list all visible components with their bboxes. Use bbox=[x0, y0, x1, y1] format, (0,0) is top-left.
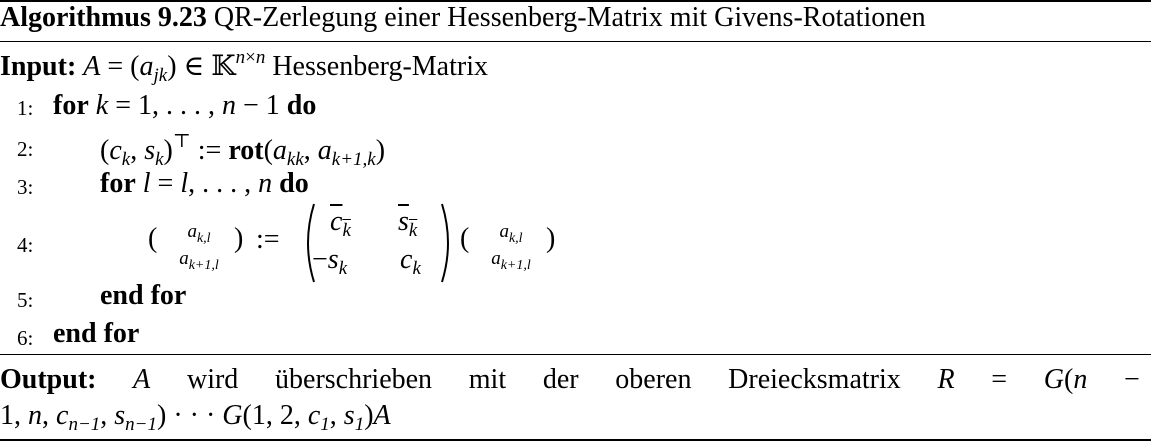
output-word: oberen bbox=[615, 364, 692, 395]
do-keyword: do bbox=[279, 168, 309, 199]
line-number-1: 1: bbox=[17, 96, 34, 120]
step-3 bbox=[100, 168, 309, 200]
input-line bbox=[0, 47, 488, 87]
output-rule bbox=[0, 354, 1151, 355]
input-label: Input: bbox=[0, 51, 77, 82]
step-4-formula bbox=[148, 200, 568, 286]
step-1 bbox=[53, 90, 316, 122]
line-number-4: 4: bbox=[17, 233, 34, 257]
output-g-start: G(n bbox=[1043, 364, 1088, 395]
loop-range-3: l = l, . . . , n bbox=[142, 168, 273, 199]
for-keyword: for bbox=[100, 168, 136, 199]
step-5: end for bbox=[100, 280, 187, 311]
output-word: der bbox=[542, 364, 579, 395]
output-line-2 bbox=[0, 400, 391, 436]
output-label: Output: bbox=[0, 364, 97, 395]
input-text: Hessenberg-Matrix bbox=[272, 51, 488, 82]
cs-vector: ($c_k$, $s_k)^⊤$ := bbox=[100, 131, 222, 170]
lhs-vector: ( $a_{k,l}$ $a_{k+1,l}$ ) bbox=[148, 221, 244, 273]
output-matrix-r: R bbox=[937, 364, 955, 395]
algorithm-label: Algorithmus 9.23 bbox=[0, 2, 207, 33]
line-number-5: 5: bbox=[17, 288, 34, 312]
output-line-1 bbox=[0, 364, 1140, 396]
output-word: wird bbox=[186, 364, 239, 395]
output-equals: = bbox=[991, 364, 1008, 395]
step-2 bbox=[100, 130, 385, 171]
loop-range-1: k = 1, . . . , n − 1 bbox=[95, 90, 280, 121]
rhs-vector: ( $a_{k,l}$ $a_{k+1,l}$ ) bbox=[460, 221, 556, 273]
do-keyword: do bbox=[286, 90, 317, 121]
output-minus: − bbox=[1124, 364, 1140, 395]
output-matrix-a: A bbox=[133, 364, 151, 395]
rot-args: ($a_{kk}$, $a_{k+1,k}$) bbox=[263, 135, 386, 170]
algorithm-header bbox=[0, 2, 926, 34]
line-number-2: 2: bbox=[17, 137, 34, 161]
output-word: überschrieben bbox=[275, 364, 433, 395]
line-number-6: 6: bbox=[17, 326, 34, 350]
output-word: mit bbox=[468, 364, 507, 395]
line-number-3: 3: bbox=[17, 175, 34, 199]
rotation-matrix: $\overline{c}_{\overline{k}}$ $\overline{s}_{\overline{k}}$ $-s_k$ $c_k$ bbox=[300, 200, 456, 286]
rot-function: rot bbox=[228, 135, 264, 166]
assign-symbol: := bbox=[256, 224, 280, 255]
output-word: Dreiecksmatrix bbox=[728, 364, 901, 395]
bottom-rule bbox=[0, 439, 1151, 441]
for-keyword: for bbox=[53, 90, 89, 121]
output-formula: 1, n, $c_{n-1}$, $s_{n-1}$) · · · G(1, 2, $c_1$, $s_1)A$ bbox=[0, 400, 391, 435]
input-formula: $A = (a_{jk})$ ∈ 𝕂$^{n\times n}$ bbox=[83, 47, 266, 86]
header-rule bbox=[0, 41, 1151, 42]
step-6: end for bbox=[53, 318, 140, 349]
algorithm-title: QR-Zerlegung einer Hessenberg-Matrix mit Givens-Rotationen bbox=[213, 2, 926, 33]
